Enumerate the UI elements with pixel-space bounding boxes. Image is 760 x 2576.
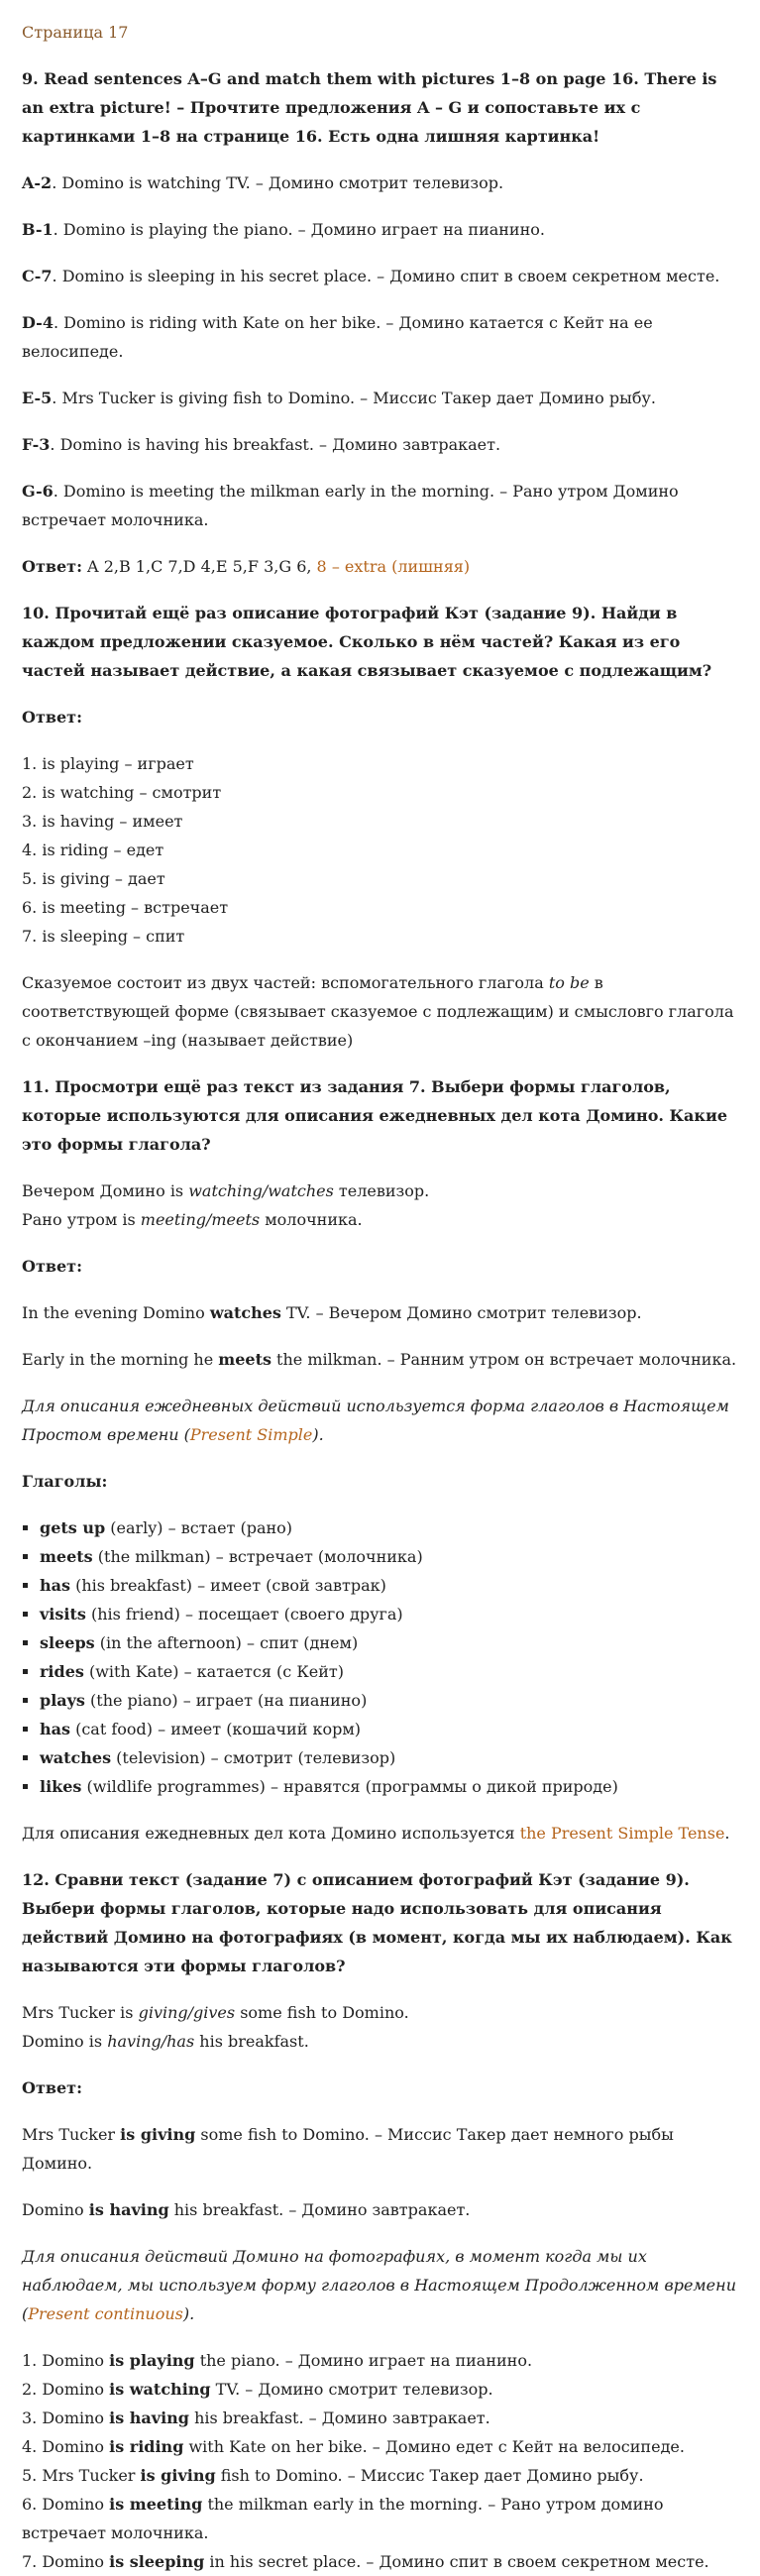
text: (with Kate) – катается (с Кейт): [83, 1662, 344, 1681]
task9-item-text: . Domino is sleeping in his secret place. – Домино спит в своем секретном месте.: [52, 267, 720, 285]
choice: having/has: [107, 2032, 195, 2051]
text: (television) – смотрит (телевизор): [111, 1748, 396, 1767]
task12-italic-note: [22, 2242, 738, 2328]
verb: meets: [218, 1350, 271, 1369]
task9-item-text: . Domino is playing the piano. – Домино играет на пианино.: [53, 220, 545, 239]
text: some fish to Domino. – Миссис Такер дает немного рыбы Домино.: [22, 2125, 674, 2173]
task9-item-text: . Domino is watching TV. – Домино смотрит телевизор.: [52, 173, 504, 192]
verb: meets: [40, 1547, 93, 1566]
present-simple-tense-link[interactable]: the Present Simple Tense: [519, 1824, 725, 1843]
task11-italic-note: [22, 1392, 738, 1449]
task11-answer-1: [22, 1298, 738, 1327]
list-item: [22, 2375, 738, 2404]
verb: gets up: [40, 1518, 106, 1537]
verb: is watching: [109, 2380, 211, 2399]
answer-label: Ответ:: [22, 2078, 82, 2097]
verb: watches: [40, 1748, 112, 1767]
verbs-list: [22, 1513, 738, 1801]
list-item: [40, 1513, 738, 1542]
list-item: 4. is riding – едет: [22, 840, 164, 859]
text: his breakfast. – Домино завтракает.: [168, 2200, 471, 2219]
present-simple-link[interactable]: Present Simple: [189, 1425, 313, 1444]
verb: watches: [209, 1303, 281, 1322]
verb: has: [40, 1720, 71, 1738]
text: 2. Domino: [22, 2380, 110, 2399]
text: the milkman. – Ранним утром он встречает молочника.: [271, 1350, 737, 1369]
text: Domino is: [22, 2032, 108, 2051]
task9-item-c: [22, 262, 738, 290]
task12-title: 12. Сравни текст (задание 7) с описанием фотографий Кэт (задание 9). Выбери формы глаголов, которые надо использовать для описания действий Домино на фотографиях (в момент, когда мы их наблюдаем). Как называются эти формы глаголов?: [22, 1870, 732, 1975]
text: 7. Domino: [22, 2552, 110, 2571]
verb: is playing: [109, 2351, 195, 2370]
task9-item-f: [22, 430, 738, 459]
verb: is riding: [109, 2437, 184, 2456]
choice: giving/gives: [138, 2003, 236, 2022]
text: (cat food) – имеет (кошачий корм): [70, 1720, 362, 1738]
task12-question: [22, 1998, 738, 2056]
verb: visits: [40, 1605, 86, 1624]
text: in his secret place. – Домино спит в своем секретном месте.: [204, 2552, 709, 2571]
list-item: 3. is having – имеет: [22, 812, 183, 831]
list-item: [22, 2490, 738, 2547]
text: Для описания ежедневных дел кота Домино используется: [22, 1824, 520, 1843]
text: the piano. – Домино играет на пианино.: [194, 2351, 533, 2370]
text: In the evening Domino: [22, 1303, 210, 1322]
task9-item-key: C-7: [22, 267, 53, 285]
text: ).: [182, 2304, 195, 2323]
verb: likes: [40, 1777, 82, 1796]
answer-label: Ответ:: [22, 708, 82, 727]
text: (the piano) – играет (на пианино): [84, 1691, 368, 1710]
text: (early) – встает (рано): [105, 1518, 293, 1537]
list-item: [40, 1772, 738, 1801]
text: 6. Domino: [22, 2495, 110, 2514]
task9-item-text: . Domino is having his breakfast. – Домино завтракает.: [50, 435, 501, 454]
task9-answer: [22, 552, 738, 581]
text: (wildlife programmes) – нравятся (программы о дикой природе): [81, 1777, 618, 1796]
verb: is giving: [120, 2125, 196, 2144]
verb: is giving: [140, 2466, 216, 2485]
verb: is having: [109, 2408, 189, 2427]
text: 5. Mrs Tucker: [22, 2466, 141, 2485]
choice: watching/watches: [188, 1181, 334, 1200]
task9-item-e: [22, 384, 738, 412]
text: Early in the morning he: [22, 1350, 219, 1369]
list-item: 6. is meeting – встречает: [22, 898, 229, 917]
list-item: 7. is sleeping – спит: [22, 927, 185, 946]
task9-item-text: . Mrs Tucker is giving fish to Domino. – Миссис Такер дает Домино рыбу.: [52, 389, 656, 407]
text: (his friend) – посещает (своего друга): [85, 1605, 403, 1624]
text: Рано утром is: [22, 1210, 141, 1229]
list-item: [40, 1542, 738, 1571]
verb: plays: [40, 1691, 85, 1710]
text: 4. Domino: [22, 2437, 110, 2456]
list-item: [22, 2461, 738, 2490]
question-line: [22, 2027, 738, 2056]
verb: is meeting: [109, 2495, 203, 2514]
verb: is having: [88, 2200, 169, 2219]
choice: meeting/meets: [140, 1210, 261, 1229]
task10-list: [22, 749, 738, 951]
task9-answer-text: A 2,B 1,C 7,D 4,E 5,F 3,G 6,: [81, 557, 317, 576]
task9-item-key: E-5: [22, 389, 53, 407]
list-item: [22, 2432, 738, 2461]
list-item: [40, 1686, 738, 1715]
text: Domino: [22, 2200, 89, 2219]
question-line: [22, 1205, 738, 1234]
text: his breakfast.: [194, 2032, 309, 2051]
task9-answer-extra: 8 – extra (лишняя): [316, 557, 471, 576]
note-italic: to be: [548, 973, 590, 992]
list-item: [40, 1715, 738, 1743]
list-item: [22, 2547, 738, 2576]
task9-item-key: D-4: [22, 313, 54, 332]
text: молочника.: [260, 1210, 363, 1229]
question-line: [22, 1176, 738, 1205]
verb: is sleeping: [109, 2552, 205, 2571]
task9-item-b: [22, 215, 738, 244]
text: Для описания ежедневных действий используется форма глаголов в Настоящем Простом времени (: [22, 1397, 729, 1444]
verbs-label: Глаголы:: [22, 1472, 108, 1491]
task9-item-text: . Domino is riding with Kate on her bike. – Домино катается с Кейт на ее велосипеде.: [22, 313, 653, 361]
task9-item-key: G-6: [22, 482, 54, 501]
task9-item-key: B-1: [22, 220, 54, 239]
note-text: Сказуемое состоит из двух частей: вспомогательного глагола: [22, 973, 549, 992]
answer-label: Ответ:: [22, 1257, 82, 1276]
text: Mrs Tucker is: [22, 2003, 139, 2022]
text: TV. – Вечером Домино смотрит телевизор.: [280, 1303, 642, 1322]
text: (his breakfast) – имеет (свой завтрак): [70, 1576, 386, 1595]
list-item: [40, 1571, 738, 1600]
task9-title: 9. Read sentences A–G and match them with pictures 1–8 on page 16. There is an extra picture! – Прочтите предложения A – G и сопоставьте их с картинками 1–8 на странице 16. Есть одна лишняя картинка!: [22, 69, 717, 146]
task9-item-text: . Domino is meeting the milkman early in the morning. – Рано утром Домино встречает молочника.: [22, 482, 679, 529]
text: with Kate on her bike. – Домино едет с Кейт на велосипеде.: [183, 2437, 685, 2456]
list-item: [40, 1600, 738, 1628]
task10-title: 10. Прочитай ещё раз описание фотографий Кэт (задание 9). Найди в каждом предложении сказуемое. Сколько в нём частей? Какая из его частей называет действие, а какая связывает сказуемое с подлежащим?: [22, 604, 712, 680]
text: fish to Domino. – Миссис Такер дает Домино рыбу.: [215, 2466, 644, 2485]
text: (in the afternoon) – спит (днем): [94, 1633, 359, 1652]
task11-summary: [22, 1819, 738, 1848]
text: 1. Domino: [22, 2351, 110, 2370]
text: .: [724, 1824, 730, 1843]
text: ).: [312, 1425, 324, 1444]
task9-item-d: [22, 308, 738, 366]
list-item: [40, 1657, 738, 1686]
task11-question: [22, 1176, 738, 1234]
verb: has: [40, 1576, 71, 1595]
text: телевизор.: [333, 1181, 430, 1200]
text: Для описания действий Домино на фотографиях, в момент когда мы их наблюдаем, мы используем форму глаголов в Настоящем Продолженном времени (: [22, 2247, 736, 2323]
text: some fish to Domino.: [235, 2003, 409, 2022]
verb: sleeps: [40, 1633, 95, 1652]
note-text: в соответствующей форме (связывает сказуемое с подлежащим) и смысловго глагола с окончанием –ing (называет действие): [22, 973, 734, 1050]
text: Вечером Домино is: [22, 1181, 189, 1200]
list-item: 1. is playing – играет: [22, 754, 194, 773]
task10-note: [22, 968, 738, 1055]
list-item: [22, 2404, 738, 2432]
present-continuous-link[interactable]: Present continuous: [28, 2304, 183, 2323]
task11-title: 11. Просмотри ещё раз текст из задания 7. Выбери формы глаголов, которые используются для описания ежедневных дел кота Домино. Какие это формы глагола?: [22, 1077, 728, 1154]
task9-item-key: F-3: [22, 435, 51, 454]
text: Mrs Tucker: [22, 2125, 121, 2144]
list-item: 5. is giving – дает: [22, 869, 165, 888]
list-item: [40, 1743, 738, 1772]
list-item: [40, 1628, 738, 1657]
verb: rides: [40, 1662, 84, 1681]
list-item: 2. is watching – смотрит: [22, 783, 222, 802]
task12-answer-2: [22, 2195, 738, 2224]
text: (the milkman) – встречает (молочника): [92, 1547, 423, 1566]
text: 3. Domino: [22, 2408, 110, 2427]
list-item: [22, 2346, 738, 2375]
task11-answer-2: [22, 1345, 738, 1374]
answer-label: Ответ:: [22, 557, 82, 576]
text: TV. – Домино смотрит телевизор.: [210, 2380, 493, 2399]
task9-item-a: [22, 168, 738, 197]
text: his breakfast. – Домино завтракает.: [188, 2408, 490, 2427]
question-line: [22, 1998, 738, 2027]
task12-list: [22, 2346, 738, 2576]
text: the milkman early in the morning. – Рано утром домино встречает молочника.: [22, 2495, 664, 2542]
task9-item-key: A-2: [22, 173, 53, 192]
page-heading: Страница 17: [22, 23, 129, 42]
task9-item-g: [22, 477, 738, 534]
task12-answer-1: [22, 2120, 738, 2178]
